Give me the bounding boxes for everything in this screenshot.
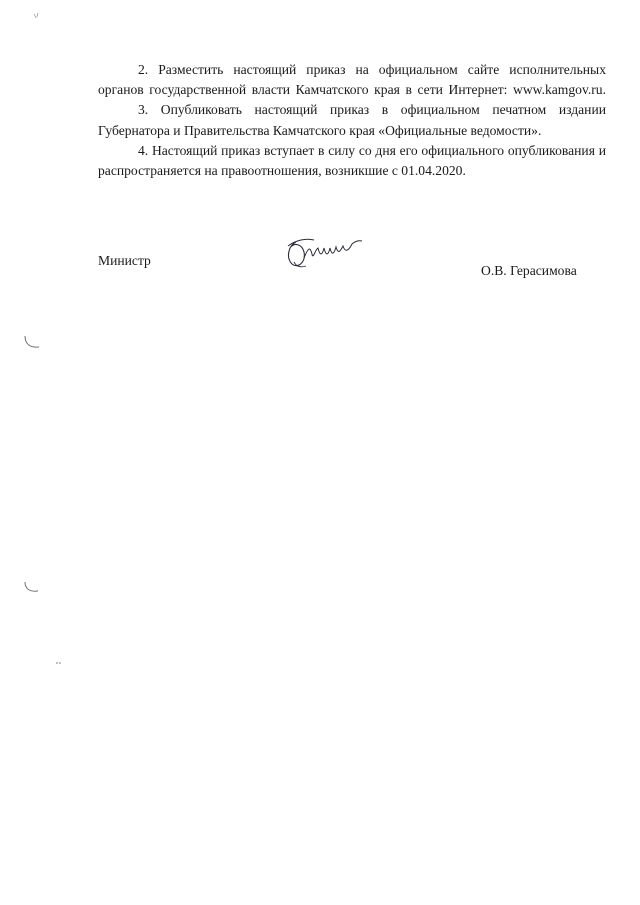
paragraph-4: 4. Настоящий приказ вступает в силу со дня его официального опубликования и распространяется на правоотношения, возникшие с 01.04.2020.: [98, 142, 606, 179]
scan-mark-left-3: [55, 660, 63, 666]
scan-mark-left-2: [22, 580, 42, 596]
order-text: [98, 60, 606, 181]
paragraph-3: 3. Опубликовать настоящий приказ в официальном печатном издании Губернатора и Правительства Камчатского края «Официальные ведомости».: [98, 102, 606, 138]
signer-name: О.В. Герасимова: [481, 263, 577, 278]
scan-mark-top-left: [32, 12, 42, 24]
scan-mark-left-1: [22, 334, 42, 352]
position-title: Министр: [98, 253, 151, 268]
paragraph-2: 2. Разместить настоящий приказ на официальном сайте исполнительных органов государственной власти Камчатского края в сети Интернет: www.kamgov.ru.: [98, 62, 606, 98]
handwritten-signature: [282, 232, 364, 276]
